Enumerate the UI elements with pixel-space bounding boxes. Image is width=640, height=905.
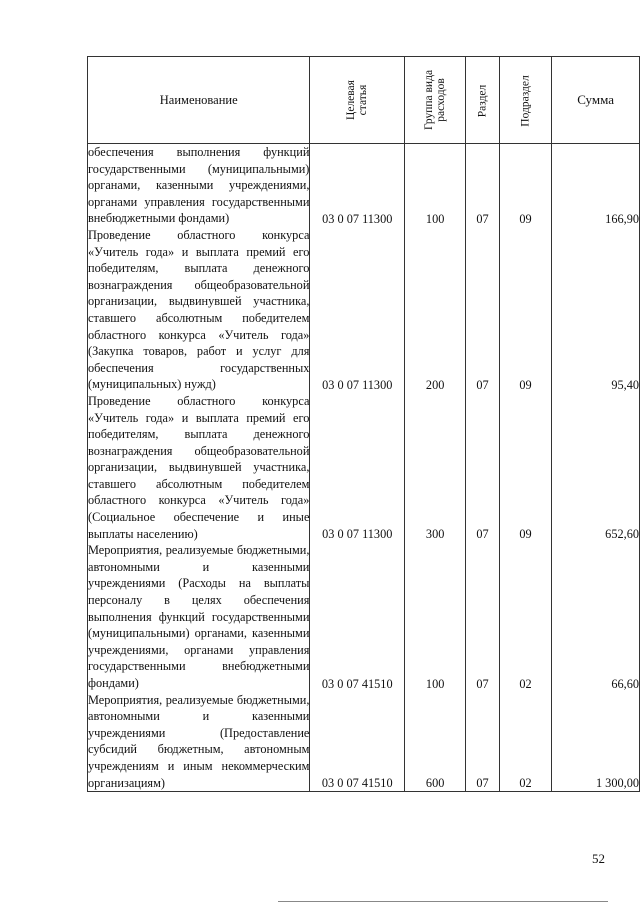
row-name: Проведение областного конкурса «Учитель года» и выплата премий его победителям, выплата денежного вознаграждения общеобразовательной организации, выдвинувшей участника, ставшего абсолютным победителем областного конкурса «Учитель года» (Социальное обеспечение и иные выплаты населению) — [88, 393, 310, 541]
header-sum-label: Сумма — [577, 92, 614, 107]
row-group: 100 — [405, 144, 466, 227]
header-target-label: Целевая статья — [345, 79, 370, 120]
row-subsection: 09 — [499, 393, 551, 542]
row-section: 07 — [466, 227, 500, 393]
page-number: 52 — [592, 851, 605, 866]
row-name: Проведение областного конкурса «Учитель года» и выплата премий его победителям, выплата денежного вознаграждения общеобразовательной организации, выдвинувшей участника, ставшего абсолютным победителем областного конкурса «Учитель года» (Закупка товаров, работ и услуг для обеспечения государственных (муниципальных) нужд) — [88, 227, 310, 392]
row-group: 300 — [405, 393, 466, 542]
row-subsection: 09 — [499, 227, 551, 393]
header-name — [88, 57, 310, 144]
row-target: 03 0 07 11300 — [310, 144, 405, 227]
row-section: 07 — [466, 144, 500, 227]
budget-table — [87, 56, 640, 792]
row-target: 03 0 07 41510 — [310, 692, 405, 792]
row-section: 07 — [466, 692, 500, 792]
row-group: 100 — [405, 542, 466, 691]
table-row — [88, 227, 640, 393]
table-header-row — [88, 57, 640, 144]
row-target: 03 0 07 41510 — [310, 542, 405, 691]
header-target — [310, 57, 405, 144]
header-subsection-label: Подраздел — [519, 74, 532, 127]
row-group: 200 — [405, 227, 466, 393]
header-sum — [552, 57, 640, 144]
row-subsection: 02 — [499, 542, 551, 691]
header-group — [405, 57, 466, 144]
row-sum: 652,60 — [552, 393, 640, 542]
table-row — [88, 144, 640, 227]
header-section — [466, 57, 500, 144]
table-row — [88, 692, 640, 792]
table-row — [88, 542, 640, 691]
row-name: Мероприятия, реализуемые бюджетными, автономными и казенными учреждениями (Расходы на выплаты персоналу в целях обеспечения выполнения функций государственными (муниципальными) органами, казенными учреждениями, органами управления государственными внебюджетными фондами) — [88, 543, 310, 690]
row-name: Мероприятия, реализуемые бюджетными, автономными и казенными учреждениями (Предоставление субсидий бюджетным, автономным учреждениям и иным некоммерческим организациям) — [88, 692, 310, 792]
header-name-label: Наименование — [159, 92, 238, 107]
row-subsection: 09 — [499, 144, 551, 227]
row-sum: 1 300,00 — [552, 692, 640, 792]
header-group-label: Группа вида расходов — [423, 69, 448, 130]
row-target: 03 0 07 11300 — [310, 227, 405, 393]
row-name: обеспечения выполнения функций государственными (муниципальными) органами, казенными учреждениями, органами управления государственными внебюджетными фондами) — [88, 145, 310, 226]
row-sum: 66,60 — [552, 542, 640, 691]
row-sum: 95,40 — [552, 227, 640, 393]
row-target: 03 0 07 11300 — [310, 393, 405, 542]
row-section: 07 — [466, 542, 500, 691]
header-section-label: Раздел — [476, 84, 489, 117]
row-sum: 166,90 — [552, 144, 640, 227]
row-group: 600 — [405, 692, 466, 792]
row-subsection: 02 — [499, 692, 551, 792]
header-subsection — [499, 57, 551, 144]
row-section: 07 — [466, 393, 500, 542]
footer-divider — [278, 901, 608, 902]
table-row — [88, 393, 640, 542]
